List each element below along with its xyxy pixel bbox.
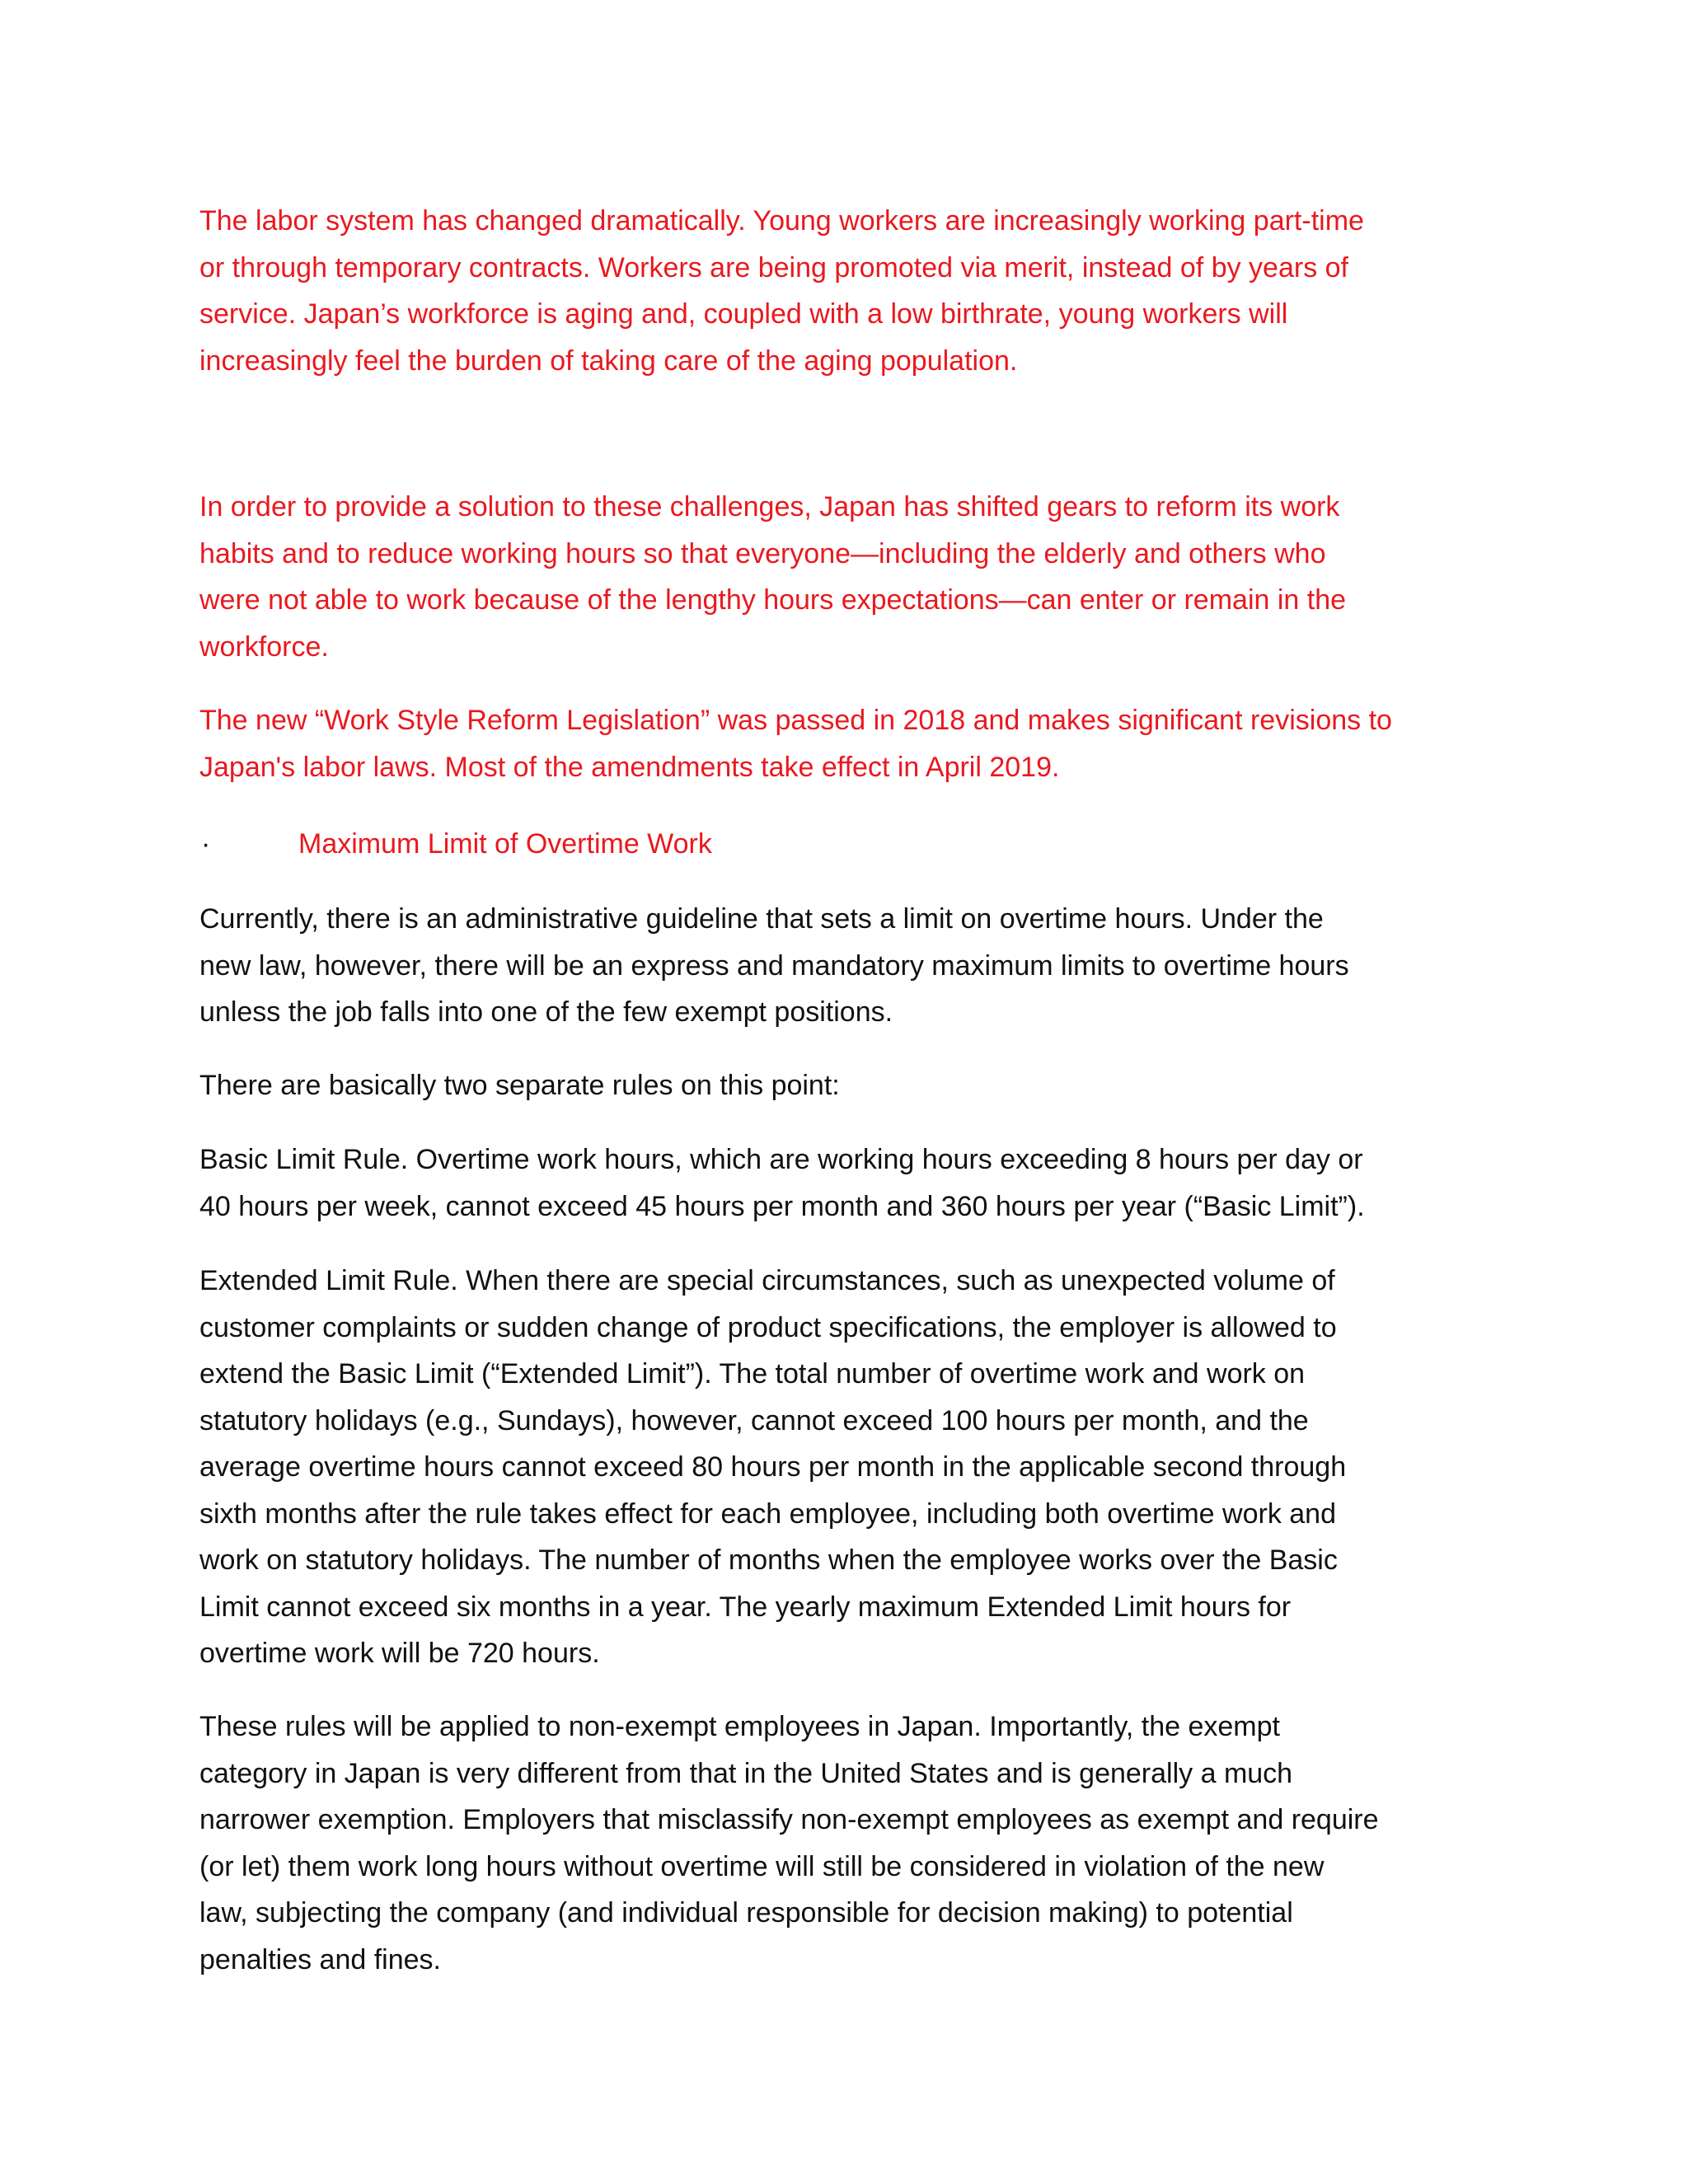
paragraph-legislation-passed: The new “Work Style Reform Legislation” was passed in 2018 and makes significant revisions to Japan's labor laws. Most of the amendments take effect in April 2019. — [199, 705, 1392, 783]
section-heading-overtime-limit: Maximum Limit of Overtime Work — [298, 828, 712, 860]
bullet-dot-icon: · — [201, 828, 211, 860]
bullet-heading-row — [199, 821, 1493, 867]
paragraph-two-rules: There are basically two separate rules on this point: — [199, 1070, 840, 1101]
intro-paragraph-labor-system: The labor system has changed dramatically. Young workers are increasingly working part-time or through temporary contracts. Workers are being promoted via merit, instead of by years of service. Japan’s workforce is aging and, coupled with a low birthrate, young workers will increasingly feel the burden of taking care of the aging population. — [199, 205, 1364, 377]
paragraph-exempt-employees: These rules will be applied to non-exempt employees in Japan. Importantly, the exempt category in Japan is very different from that in the United States and is generally a much narrower exemption. Employers that misclassify non-exempt employees as exempt and require (or let) them work long hours without overtime will still be considered in violation of the new law, subjecting the company (and individual responsible for decision making) to potential penalties and fines. — [199, 1711, 1379, 1975]
paragraph-extended-limit-rule: Extended Limit Rule. When there are special circumstances, such as unexpected volume of customer complaints or sudden change of product specifications, the employer is allowed to extend the Basic Limit (“Extended Limit”). The total number of overtime work and work on statutory holidays (e.g., Sundays), however, cannot exceed 100 hours per month, and the average overtime hours cannot exceed 80 hours per month in the applicable second through sixth months after the rule takes effect for each employee, including both overtime work and work on statutory holidays. The number of months when the employee works over the Basic Limit cannot exceed six months in a year. The yearly maximum Extended Limit hours for overtime work will be 720 hours. — [199, 1265, 1347, 1669]
paragraph-reform-solution: In order to provide a solution to these challenges, Japan has shifted gears to reform its work habits and to reduce working hours so that everyone—including the elderly and others who were not able to work because of the lengthy hours expectations—can enter or remain in the workforce. — [199, 491, 1347, 663]
paragraph-basic-limit-rule: Basic Limit Rule. Overtime work hours, which are working hours exceeding 8 hours per day or 40 hours per week, cannot exceed 45 hours per month and 360 hours per year (“Basic Limit”). — [199, 1144, 1365, 1222]
paragraph-current-guideline: Currently, there is an administrative guideline that sets a limit on overtime hours. Under the new law, however, there will be an express and mandatory maximum limits to overtime hours unless the job falls into one of the few exempt positions. — [199, 903, 1349, 1028]
